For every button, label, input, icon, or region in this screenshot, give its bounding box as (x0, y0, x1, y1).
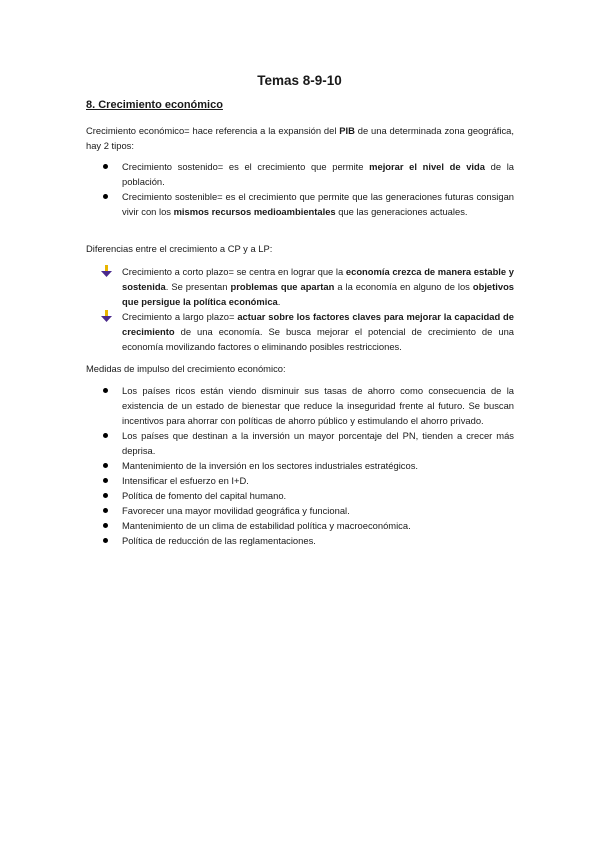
item-bold: mismos recursos medioambientales (173, 206, 336, 217)
item-text: Mantenimiento de la inversión en los sectores industriales estratégicos. (122, 460, 418, 471)
item-text: Los países que destinan a la inversión un mayor porcentaje del PN, tienden a crecer más deprisa. (122, 430, 514, 456)
bullet-icon (103, 194, 108, 199)
item-bold: mejorar el nivel de vida (369, 161, 485, 172)
item-text: a la economía en alguno de los (334, 281, 473, 292)
item-text: Crecimiento sostenido= es el crecimiento que permite (122, 161, 370, 172)
list-item (86, 533, 514, 548)
bullet-icon (103, 478, 108, 483)
bullet-icon (103, 164, 108, 169)
item-text: . (277, 296, 281, 307)
intro-text-2: de una determinada zona geográfica, hay 2 tipos: (86, 125, 514, 151)
list-item (86, 189, 514, 219)
list-item (86, 473, 514, 488)
item-text: Los países ricos están viendo disminuir sus tasas de ahorro como consecuencia de la existencia de un estado de bienestar que reduce la inseguridad frente al futuro. Se buscan incentivos para ahorrar con políticas de ahorro público y estimulando el ahorro privado. (122, 385, 514, 426)
list-item (86, 518, 514, 533)
section-heading: 8. Crecimiento económico (86, 99, 223, 111)
arrow-down-icon (100, 310, 113, 323)
item-text: Crecimiento a largo plazo= (122, 311, 238, 322)
item-text: Crecimiento a corto plazo= se centra en lograr que la (122, 266, 346, 277)
item-text: Política de fomento del capital humano. (122, 490, 287, 501)
item-bold: economía crezca de manera estable y sostenida (122, 266, 514, 292)
item-text: Favorecer una mayor movilidad geográfica y funcional. (122, 505, 350, 516)
bullet-icon (103, 388, 108, 393)
list-item (86, 503, 514, 518)
item-text: de la población. (122, 161, 514, 187)
item-text: Crecimiento sostenible= es el crecimiento que permite que las generaciones futuras consigan vivir con los (122, 191, 514, 217)
item-bold: objetivos que persigue la política económica (122, 281, 515, 307)
page-title: Temas 8-9-10 (257, 73, 342, 88)
medidas-list (86, 383, 514, 548)
bullet-icon (103, 433, 108, 438)
intro-text-1: Crecimiento económico= hace referencia a la expansión del (86, 125, 340, 136)
item-text: . Se presentan (165, 281, 231, 292)
bullet-icon (103, 463, 108, 468)
item-text: Mantenimiento de un clima de estabilidad política y macroeconómica. (122, 520, 411, 531)
item-text: Política de reducción de las reglamentaciones. (122, 535, 316, 546)
intro-paragraph (86, 123, 514, 153)
list-item (86, 264, 514, 309)
list-item (86, 309, 514, 354)
arrow-down-icon (100, 265, 113, 278)
diferencias-intro: Diferencias entre el crecimiento a CP y a LP: (86, 243, 273, 254)
bullet-icon (103, 523, 108, 528)
bullet-icon (103, 493, 108, 498)
list-item (86, 383, 514, 428)
item-bold: problemas que apartan (230, 281, 335, 292)
list-item (86, 428, 514, 458)
item-bold: actuar sobre los factores claves para mejorar la capacidad de crecimiento (122, 311, 514, 337)
diferencias-list (86, 264, 514, 354)
item-text: que las generaciones actuales. (335, 206, 468, 217)
bullet-icon (103, 508, 108, 513)
bullet-icon (103, 538, 108, 543)
medidas-intro: Medidas de impulso del crecimiento económico: (86, 363, 286, 374)
intro-bold-1: PIB (339, 125, 355, 136)
list-item (86, 488, 514, 503)
list-item (86, 458, 514, 473)
list-item (86, 159, 514, 189)
item-text: Intensificar el esfuerzo en I+D. (122, 475, 249, 486)
tipos-list (86, 159, 514, 219)
item-text: de una economía. Se busca mejorar el potencial de crecimiento de una economía movilizando factores o eliminando posibles restricciones. (122, 326, 514, 352)
